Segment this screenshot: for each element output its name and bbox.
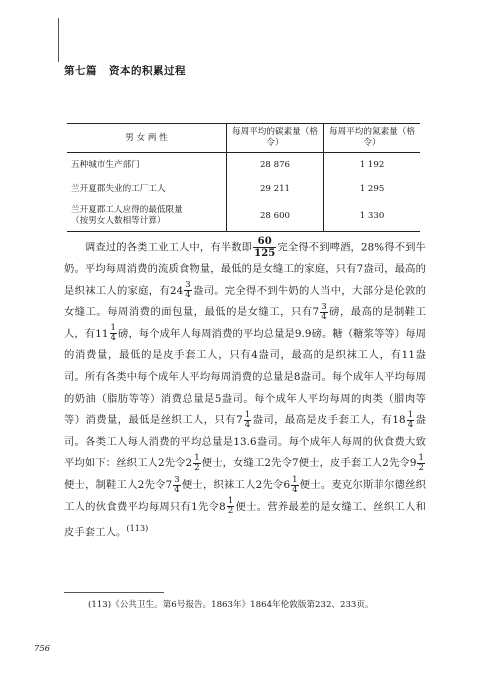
numerator: 1	[227, 496, 234, 507]
denominator: 2	[418, 462, 424, 473]
body-paragraph	[64, 236, 426, 544]
text-run: 盎司。各类工人每人消费的平均总量是13.6盎司。每个成年人每周的伙食费大致平均如下：丝织工人2先令2	[64, 414, 426, 470]
table-row	[67, 153, 420, 178]
row-label	[67, 201, 227, 232]
text-run: 盎司。完全得不到牛奶的人当中，大部分是伦敦的女缝工。每周消费的面包量，最低的是女缝工，只有7	[64, 284, 426, 319]
nutrition-table	[67, 123, 420, 232]
denominator: 4	[321, 311, 327, 322]
denominator: 4	[292, 484, 298, 495]
numerator: 3	[185, 280, 191, 291]
row-carbon: 29 211	[227, 177, 324, 201]
table-row	[67, 201, 420, 232]
numerator: 1	[418, 452, 424, 463]
table-row	[67, 177, 420, 201]
denominator: 125	[254, 248, 276, 259]
row-nitrogen: 1 330	[359, 210, 385, 221]
numerator: 1	[292, 474, 298, 485]
numerator: 1	[407, 409, 414, 420]
header-nitrogen: 每周平均的氮素量（格令）	[329, 127, 415, 148]
chapter-label: 第七篇	[64, 65, 97, 77]
denominator: 2	[194, 462, 200, 473]
text-run: 便士。麦克尔斯菲尔德丝织工人的伙食费平均每周只有1先令8	[64, 479, 427, 513]
row-carbon: 28 876	[227, 153, 324, 178]
text-run: 磅，最高的是制鞋工人，有11	[64, 306, 426, 340]
text-run: 便士，女缝工2先令7便士，皮手套工人2先令9	[201, 457, 417, 470]
fraction	[227, 497, 235, 516]
text-run: 便士。营养最差的是女缝工、丝织工人和皮手套工人。	[64, 500, 426, 539]
row-label-line1: 兰开夏郡工人应得的最低限量	[71, 205, 183, 215]
fraction	[417, 454, 425, 473]
fraction	[244, 411, 252, 430]
row-nitrogen: 1 192	[359, 159, 385, 170]
fraction	[173, 476, 181, 495]
row-label: 兰开夏郡失业的工厂工人	[71, 183, 166, 194]
numerator: 1	[110, 323, 117, 334]
footnote: (113)《公共卫生。第6号报告。1863年》1864年伦敦版第232、233页。	[88, 600, 374, 610]
text-run: 便士，制鞋工人2先令7	[64, 479, 173, 492]
numerator: 1	[194, 452, 200, 463]
page-gutter-line	[58, 18, 59, 62]
denominator: 4	[407, 419, 414, 430]
row-label: 五种城市生产部门	[71, 159, 140, 170]
denominator: 2	[227, 506, 234, 517]
header-carbon: 每周平均的碳素量（格令）	[227, 124, 324, 153]
footnote-ref[interactable]: (113)	[126, 524, 149, 534]
numerator: 3	[321, 301, 327, 312]
denominator: 4	[185, 290, 191, 301]
row-nitrogen: 1 295	[359, 183, 385, 194]
fraction	[110, 324, 118, 343]
fraction	[291, 476, 299, 495]
fraction	[320, 303, 328, 322]
text-run: 便士，织袜工人2先令6	[181, 479, 291, 492]
text-run: 磅，每个成年人每周消费的平均总量是9.9磅。糖（糖浆等等）每周的消费量，最低的是皮手套工人，只有4盎司，最高的是织袜工人，有11盎司。所有各类中每个成年人平均每周消费的总量是8盎司。每个成年人平均每周的奶油（脂肪等等）消费总量是5盎司。每个成年人平均每周的肉类（腊肉等等）消费量，最低是丝织工人，只有7	[64, 327, 426, 427]
numerator: 1	[244, 409, 251, 420]
fraction	[253, 236, 276, 259]
denominator: 4	[244, 419, 251, 430]
text-run: 盎司，最高是皮手套工人，有18	[252, 414, 406, 427]
row-carbon: 28 600	[227, 201, 324, 232]
row-label-line2: （按男女人数相等计算）	[71, 216, 166, 226]
running-header	[64, 63, 186, 78]
fraction	[184, 281, 192, 300]
chapter-title: 资本的积累过程	[109, 65, 186, 77]
numerator: 60	[253, 236, 276, 248]
page-number: 756	[34, 643, 50, 653]
table-header-row	[67, 124, 420, 153]
footnote-rule	[64, 592, 164, 593]
text-run: 调查过的各类工业工人中，有半数即	[84, 241, 253, 254]
denominator: 4	[110, 333, 117, 344]
header-sex: 男 女 两 性	[125, 132, 168, 143]
fraction	[407, 411, 415, 430]
fraction	[193, 454, 201, 473]
denominator: 4	[174, 484, 180, 495]
text-run: 完全得不到啤酒，28%得不到牛奶。平均每周消费的流质食物量，最低的是女缝工的家庭，只有7盎司，最高的是织袜工人的家庭，有24	[64, 241, 426, 297]
numerator: 3	[174, 474, 180, 485]
